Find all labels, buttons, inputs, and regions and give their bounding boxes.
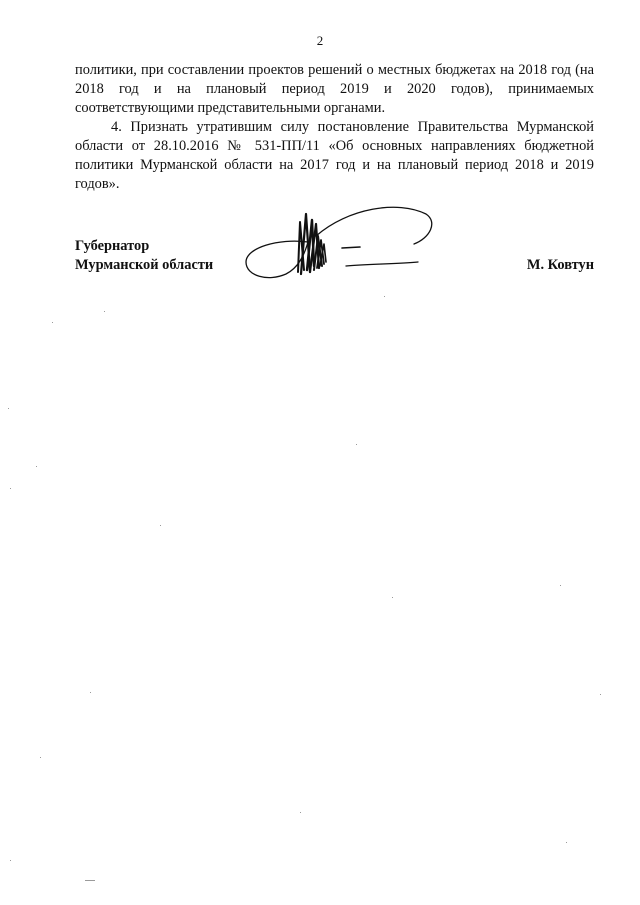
- scan-speck: [392, 597, 393, 598]
- scan-speck: [566, 842, 567, 843]
- scan-speck: [356, 444, 357, 445]
- paragraph-continuation: политики, при составлении проектов решений о местных бюджетах на 2018 год (на 2018 год и на плановый период 2019 и 2020 годов), принимаемых соответствующими представительными органами.: [75, 62, 594, 116]
- scan-speck: [36, 466, 37, 467]
- scan-speck: [600, 694, 601, 695]
- scan-speck: [384, 296, 385, 297]
- scan-speck: [90, 692, 91, 693]
- scan-speck: [85, 880, 95, 881]
- scan-speck: [160, 525, 161, 526]
- scan-speck: [8, 408, 9, 409]
- scan-speck: [560, 585, 561, 586]
- scan-speck: [104, 311, 105, 312]
- signatory-name: М. Ковтун: [526, 257, 594, 273]
- scan-speck: [10, 488, 11, 489]
- scan-speck: [40, 757, 41, 758]
- handwritten-signature: [238, 200, 448, 290]
- scan-speck: [300, 812, 301, 813]
- scan-speck: [10, 860, 11, 861]
- scan-speck: [52, 322, 53, 323]
- signatory-title-line2: Мурманской области: [75, 257, 214, 273]
- paragraph-item-4: 4. Признать утратившим силу постановление Правительства Мурманской области от 28.10.2016 № 531-ПП/11 «Об основных направлениях бюджетной политики Мурманской области на 2017 год и на плановый период 2018 и 2019 годов».: [75, 119, 594, 192]
- signatory-title-line1: Губернатор: [75, 238, 150, 254]
- signatory-title: [75, 237, 213, 275]
- page-number: 2: [316, 33, 324, 48]
